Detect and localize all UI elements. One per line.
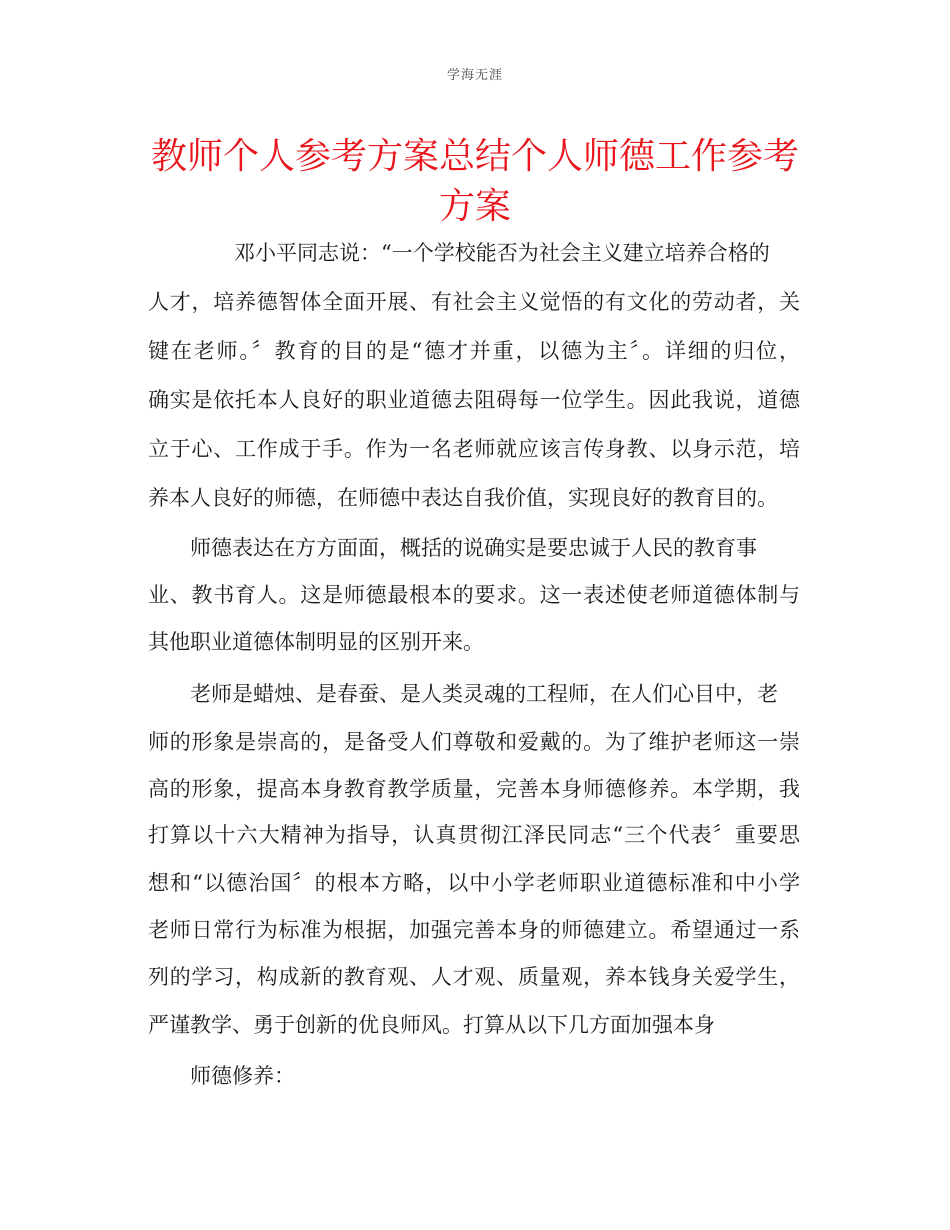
paragraph-line: 严谨教学、勇于创新的优良师风。打算从以下几方面加强本身: [148, 1013, 715, 1037]
paragraph-line: 师的形象是崇高的，是备受人们尊敬和爱戴的。为了维护老师这一崇: [148, 730, 800, 754]
paragraph-line: 老师日常行为标准为根据，加强完善本身的师德建立。希望通过一系: [148, 918, 800, 942]
page-header: 学海无涯: [446, 68, 503, 83]
paragraph-line: 高的形象，提高本身教育教学质量，完善本身师德修养。本学期，我: [148, 777, 800, 801]
paragraph-line: 养本人良好的师德，在师德中表达自我价值，实现良好的教育目的。: [148, 486, 778, 510]
paragraph-line: 人才，培养德智体全面开展、有社会主义觉悟的有文化的劳动者，关: [148, 290, 800, 314]
paragraph-line: 键在老师。〞教育的目的是“德才并重，以德为主〞。详细的归位，: [148, 339, 800, 363]
paragraph-line: 打算以十六大精神为指导，认真贯彻江泽民同志“三个代表〞重要思: [148, 823, 800, 847]
paragraph-line: 老师是蜡烛、是春蚕、是人类灵魂的工程师，在人们心目中，老: [190, 682, 778, 706]
paragraph-line: 师德修养：: [190, 1064, 295, 1088]
title-line: 方案: [438, 186, 511, 227]
document-title: [110, 132, 840, 232]
paragraph-line: 其他职业道德体制明显的区别开来。: [148, 630, 484, 654]
paragraph-line: 确实是依托本人良好的职业道德去阻碍每一位学生。因此我说，道德: [148, 388, 800, 412]
paragraph-line: 列的学习，构成新的教育观、人才观、质量观，养本钱身关爱学生，: [148, 965, 800, 989]
paragraph-line: 想和“以德治国〞的根本方略，以中小学老师职业道德标准和中小学: [148, 871, 800, 895]
paragraph-line: 邓小平同志说：“一个学校能否为社会主义建立培养合格的: [234, 241, 770, 265]
paragraph-line: 师德表达在方方面面，概括的说确实是要忠诚于人民的教育事: [190, 536, 757, 560]
paragraph-line: 业、教书育人。这是师德最根本的要求。这一表述使老师道德体制与: [148, 583, 800, 607]
paragraph-line: 立于心、工作成于手。作为一名老师就应该言传身教、以身示范，培: [148, 437, 800, 461]
title-line: 教师个人参考方案总结个人师德工作参考: [150, 136, 799, 177]
